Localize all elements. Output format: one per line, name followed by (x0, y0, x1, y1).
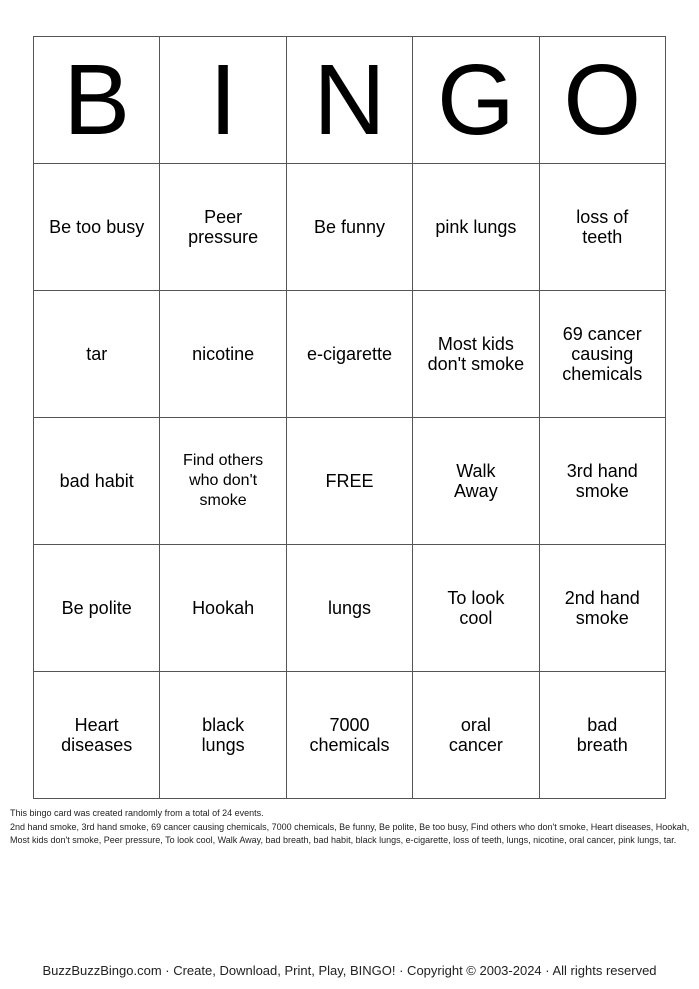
cell-label: Be funny (313, 217, 385, 237)
bingo-cell (160, 545, 286, 672)
bingo-cell (34, 672, 160, 799)
bingo-cell (539, 418, 665, 545)
note-event-list: 2nd hand smoke, 3rd hand smoke, 69 cancer causing chemicals, 7000 chemicals, Be funny, Be polite, Be too busy, Find others who don't smoke, Heart diseases, Hookah, Most kids don't smoke, Peer pressure, To look cool, Walk Away, bad breath, bad habit, black lungs, e-cigarette, loss of teeth, lungs, nicotine, oral cancer, pink lungs, tar. (10, 821, 690, 845)
bingo-cell (286, 291, 412, 418)
bingo-card (33, 36, 666, 799)
cell-label: Heart diseases (61, 715, 133, 755)
bingo-cell (286, 672, 412, 799)
cell-label: To look cool (447, 588, 505, 628)
bingo-cell (413, 418, 539, 545)
bingo-cell (539, 545, 665, 672)
bingo-row (34, 418, 666, 545)
bingo-cell (286, 164, 412, 291)
header-letter-n: N (286, 37, 412, 164)
bingo-cell (539, 164, 665, 291)
cell-label: Peer pressure (188, 207, 259, 247)
bingo-cell (286, 545, 412, 672)
cell-label: bad breath (576, 715, 628, 755)
card-generation-note (10, 807, 690, 848)
cell-label: bad habit (59, 471, 134, 491)
cell-label: Be polite (61, 598, 132, 618)
bingo-cell (160, 164, 286, 291)
bingo-cell (34, 291, 160, 418)
bingo-cell (160, 418, 286, 545)
bingo-cell (539, 291, 665, 418)
cell-label: 2nd hand smoke (564, 588, 640, 628)
header-letter-i: I (160, 37, 286, 164)
bingo-row (34, 545, 666, 672)
cell-label: 3rd hand smoke (566, 461, 638, 501)
bingo-cell (413, 672, 539, 799)
cell-label: nicotine (192, 344, 255, 364)
cell-label: 7000 chemicals (309, 715, 390, 755)
bingo-cell-free (286, 418, 412, 545)
cell-label: lungs (327, 598, 371, 618)
cell-label: Be too busy (49, 217, 145, 237)
bingo-row (34, 164, 666, 291)
cell-label: Walk Away (454, 461, 498, 501)
bingo-cell (413, 545, 539, 672)
free-space-label: FREE (325, 471, 374, 491)
note-summary: This bingo card was created randomly from a total of 24 events. (10, 808, 264, 818)
bingo-header-row (34, 37, 666, 164)
cell-label: black lungs (201, 715, 245, 755)
bingo-cell (34, 545, 160, 672)
bingo-row (34, 672, 666, 799)
footer-copyright: BuzzBuzzBingo.com · Create, Download, Print, Play, BINGO! · Copyright © 2003-2024 · All rights reserved (42, 963, 657, 978)
bingo-cell (539, 672, 665, 799)
cell-label: Most kids don't smoke (427, 334, 525, 374)
cell-label: e-cigarette (306, 344, 392, 364)
bingo-row (34, 291, 666, 418)
bingo-cell (160, 672, 286, 799)
bingo-cell (160, 291, 286, 418)
cell-label: loss of teeth (576, 207, 629, 247)
cell-label: pink lungs (435, 217, 517, 237)
header-letter-o: O (539, 37, 665, 164)
cell-label: oral cancer (448, 715, 503, 755)
cell-label: 69 cancer causing chemicals (562, 324, 643, 384)
cell-label: tar (86, 344, 108, 364)
header-letter-g: G (413, 37, 539, 164)
cell-label: Hookah (192, 598, 255, 618)
cell-label: Find others who don't smoke (183, 452, 264, 509)
bingo-cell (34, 164, 160, 291)
bingo-cell (413, 291, 539, 418)
header-letter-b: B (34, 37, 160, 164)
bingo-cell (34, 418, 160, 545)
bingo-cell (413, 164, 539, 291)
